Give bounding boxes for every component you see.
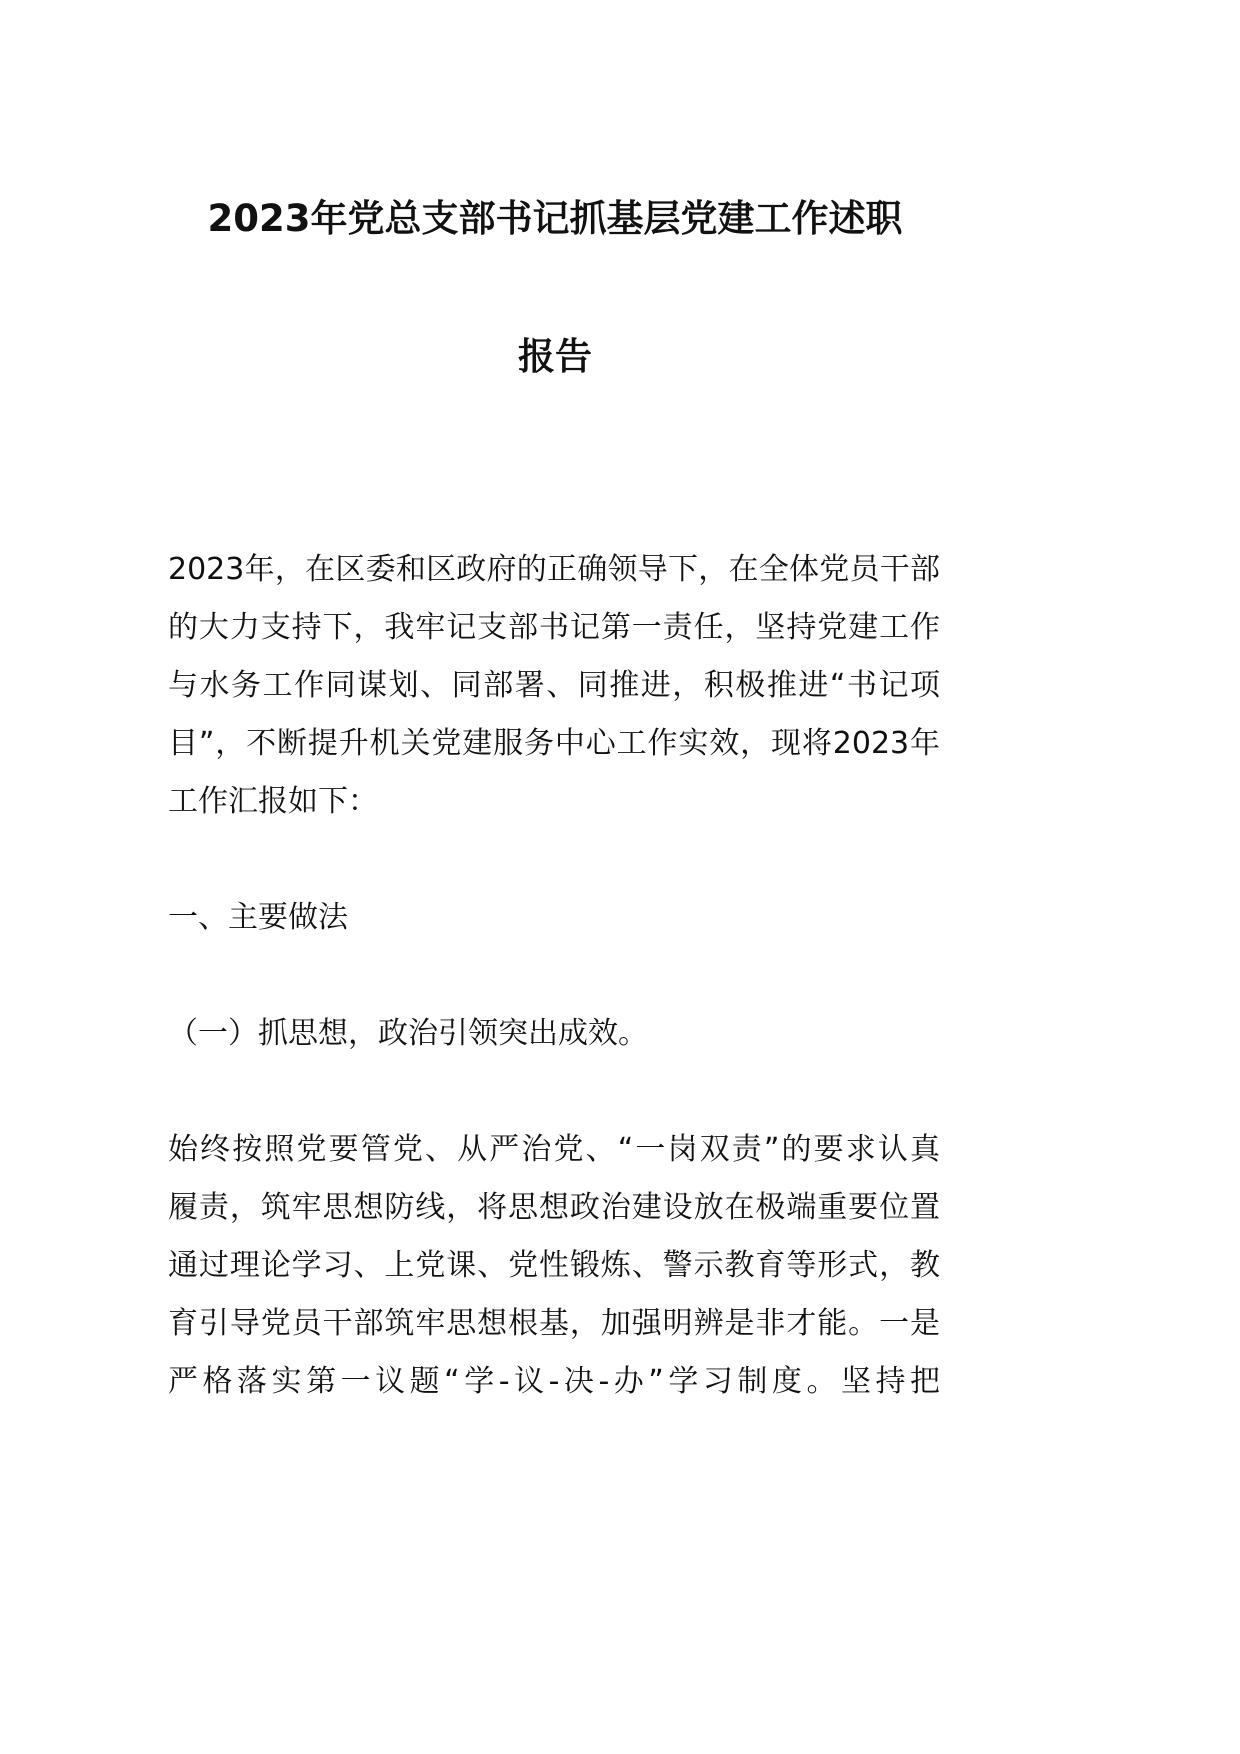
document-title-line-2: 报告 [518, 335, 592, 378]
intro-paragraph-line: 工作汇报如下： [168, 784, 378, 819]
body-paragraph-line: 履责，筑牢思想防线，将思想政治建设放在极端重要位置 [168, 1190, 940, 1225]
section-heading: 一、主要做法 [168, 900, 348, 935]
document-title-line-1: 2023年党总支部书记抓基层党建工作述职 [207, 197, 903, 240]
body-paragraph-line: 严格落实第一议题“学-议-决-办”学习制度。坚持把 [168, 1364, 940, 1399]
subsection-heading: （一）抓思想，政治引领突出成效。 [168, 1016, 648, 1051]
body-paragraph-line: 育引导党员干部筑牢思想根基，加强明辨是非才能。一是 [168, 1306, 940, 1341]
intro-paragraph-line: 与水务工作同谋划、同部署、同推进，积极推进“书记项 [168, 668, 940, 703]
intro-paragraph-line: 的大力支持下，我牢记支部书记第一责任，坚持党建工作 [168, 610, 940, 645]
intro-paragraph-line: 2023年，在区委和区政府的正确领导下，在全体党员干部 [168, 552, 940, 587]
intro-paragraph-line: 目”，不断提升机关党建服务中心工作实效，现将2023年 [168, 726, 940, 761]
body-paragraph-line: 始终按照党要管党、从严治党、“一岗双责”的要求认真 [168, 1132, 940, 1167]
body-paragraph-line: 通过理论学习、上党课、党性锻炼、警示教育等形式，教 [168, 1248, 940, 1283]
